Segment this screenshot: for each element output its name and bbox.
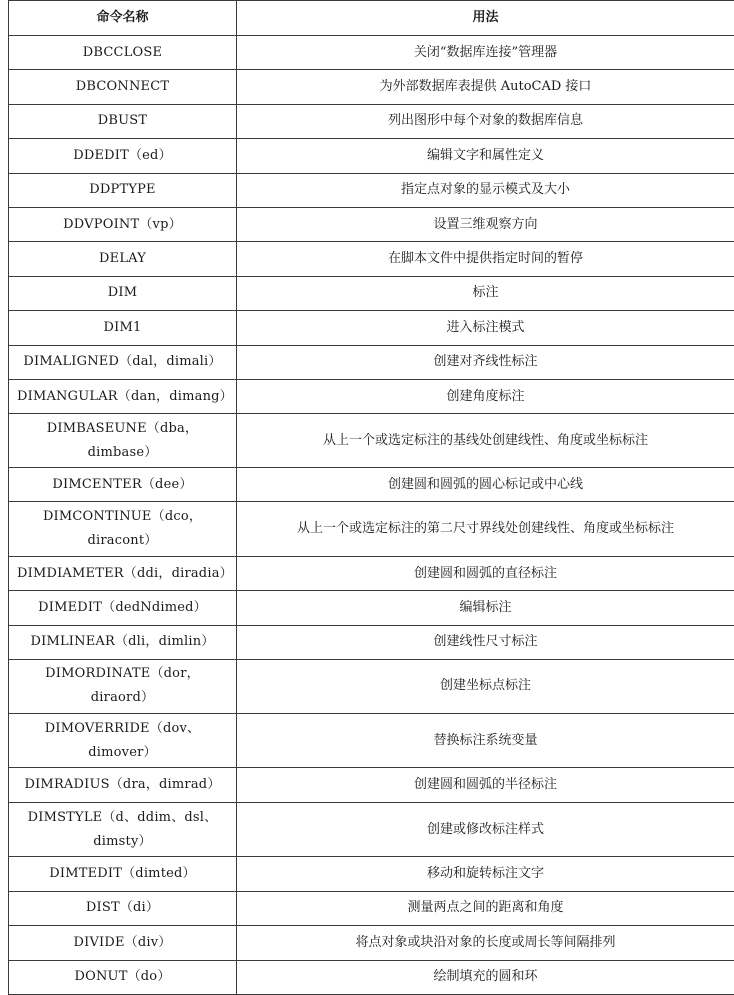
table-row [9, 207, 734, 241]
table-row [9, 467, 734, 501]
command-name-cell: DBUST [9, 104, 237, 138]
command-name-cell: DIMCONTINUE（dco， diracont） [9, 502, 237, 557]
table-row [9, 311, 734, 345]
usage-cell: 创建角度标注 [237, 379, 734, 413]
table-row [9, 104, 734, 138]
usage-cell: 编辑标注 [237, 591, 734, 625]
table-row [9, 926, 734, 960]
usage-cell: 在脚本文件中提供指定时间的暂停 [237, 242, 734, 276]
command-name-cell: DIMLINEAR（dli，dimlin） [9, 625, 237, 659]
command-table [8, 0, 734, 995]
usage-cell: 从上一个或选定标注的第二尺寸界线处创建线性、角度或坐标标注 [237, 502, 734, 557]
table-row [9, 36, 734, 70]
usage-cell: 将点对象或块沿对象的长度或周长等间隔排列 [237, 926, 734, 960]
usage-cell: 移动和旋转标注文字 [237, 857, 734, 891]
command-name-cell: DIMANGULAR（dan，dimang） [9, 379, 237, 413]
table-row [9, 502, 734, 557]
usage-cell: 创建圆和圆弧的直径标注 [237, 556, 734, 590]
table-row [9, 139, 734, 173]
command-name-cell: DIMRADIUS（dra，dimrad） [9, 768, 237, 802]
usage-cell: 创建或修改标注样式 [237, 802, 734, 857]
command-name-cell: DIMORDINATE（dor，diraord） [9, 660, 237, 714]
command-name-cell: DDEDIT（ed） [9, 139, 237, 173]
command-name-cell: DIMSTYLE（d、ddim、dsl、 dimsty） [9, 802, 237, 857]
table-row [9, 857, 734, 891]
header-command-name: 命令名称 [9, 1, 237, 36]
command-name-cell: DIVIDE（div） [9, 926, 237, 960]
usage-cell: 标注 [237, 276, 734, 310]
command-name-cell: DIMALIGNED（dal，dimali） [9, 345, 237, 379]
table-row [9, 713, 734, 768]
table-row [9, 556, 734, 590]
command-name-cell: DIM [9, 276, 237, 310]
table-body [9, 36, 734, 995]
usage-cell: 测量两点之间的距离和角度 [237, 891, 734, 925]
usage-cell: 创建线性尺寸标注 [237, 625, 734, 659]
usage-cell: 关闭“数据库连接”管理器 [237, 36, 734, 70]
usage-cell: 为外部数据库表提供 AutoCAD 接口 [237, 70, 734, 104]
usage-cell: 绘制填充的圆和环 [237, 960, 734, 994]
usage-cell: 创建圆和圆弧的圆心标记或中心线 [237, 467, 734, 501]
command-name-cell: DIM1 [9, 311, 237, 345]
command-name-cell: DIMOVERRIDE（dov、 dimover） [9, 713, 237, 768]
table-row [9, 891, 734, 925]
usage-cell: 替换标注系统变量 [237, 713, 734, 768]
table-row [9, 276, 734, 310]
command-name-cell: DIMCENTER（dee） [9, 467, 237, 501]
table-row [9, 802, 734, 857]
usage-cell: 设置三维观察方向 [237, 207, 734, 241]
table-row [9, 414, 734, 468]
usage-cell: 进入标注模式 [237, 311, 734, 345]
usage-cell: 列出图形中每个对象的数据库信息 [237, 104, 734, 138]
table-row [9, 70, 734, 104]
table-row [9, 591, 734, 625]
usage-cell: 编辑文字和属性定义 [237, 139, 734, 173]
command-name-cell: DIST（di） [9, 891, 237, 925]
command-name-cell: DBCONNECT [9, 70, 237, 104]
command-name-cell: DIMTEDIT（dimted） [9, 857, 237, 891]
table-row [9, 379, 734, 413]
usage-cell: 指定点对象的显示模式及大小 [237, 173, 734, 207]
command-name-cell: DONUT（do） [9, 960, 237, 994]
usage-cell: 从上一个或选定标注的基线处创建线性、角度或坐标标注 [237, 414, 734, 468]
table-row [9, 768, 734, 802]
command-name-cell: DDVPOINT（vp） [9, 207, 237, 241]
usage-cell: 创建坐标点标注 [237, 660, 734, 714]
usage-cell: 创建对齐线性标注 [237, 345, 734, 379]
table-row [9, 625, 734, 659]
table-row [9, 242, 734, 276]
command-name-cell: DDPTYPE [9, 173, 237, 207]
command-name-cell: DBCCLOSE [9, 36, 237, 70]
command-table-grid [8, 0, 734, 995]
table-row [9, 173, 734, 207]
command-name-cell: DIMEDIT（dedNdimed） [9, 591, 237, 625]
command-name-cell: DIMDIAMETER（ddi，diradia） [9, 556, 237, 590]
table-row [9, 345, 734, 379]
header-row [9, 1, 734, 36]
header-usage: 用法 [237, 1, 734, 36]
command-name-cell: DIMBASEUNE（dba，dimbase） [9, 414, 237, 468]
table-row [9, 660, 734, 714]
usage-cell: 创建圆和圆弧的半径标注 [237, 768, 734, 802]
table-row [9, 960, 734, 994]
command-name-cell: DELAY [9, 242, 237, 276]
